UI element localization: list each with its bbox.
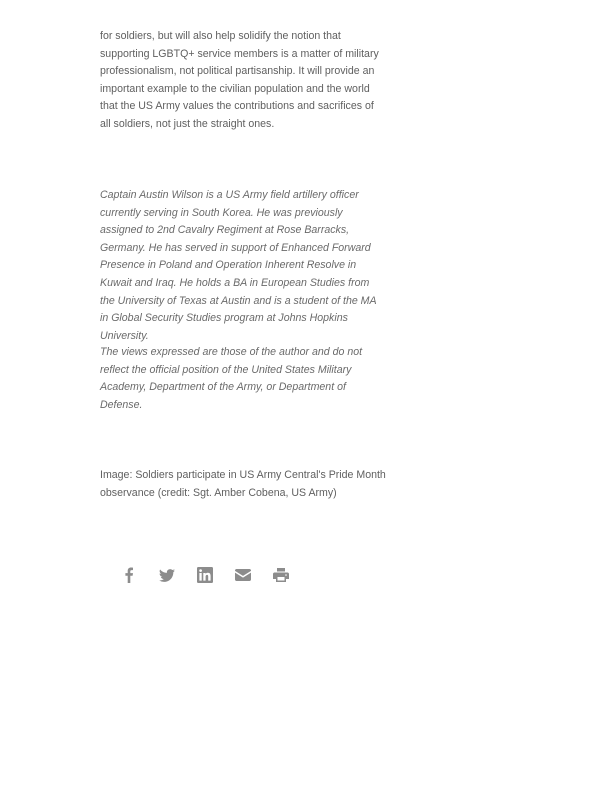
share-linkedin-button[interactable] — [186, 564, 224, 586]
twitter-icon — [159, 567, 175, 583]
linkedin-icon — [197, 567, 213, 583]
share-bar — [110, 564, 300, 586]
disclaimer: The views expressed are those of the author and do not reflect the official position of the United States Military Academy, Department of the Army, or Department of Defense. — [100, 346, 363, 411]
facebook-icon — [121, 567, 137, 583]
print-button[interactable] — [262, 564, 300, 586]
email-icon — [235, 567, 251, 583]
print-icon — [273, 567, 289, 583]
share-facebook-button[interactable] — [110, 564, 148, 586]
author-bio: Captain Austin Wilson is a US Army field artillery officer currently serving in South Korea. He was previously assigned to 2nd Cavalry Regiment at Rose Barracks, Germany. He has served in support of Enhanced Forward Presence in Poland and Operation Inherent Resolve in Kuwait and Iraq. He holds a BA in European Studies from the University of Texas at Austin and is a student of the MA in Global Security Studies program at Johns Hopkins University. — [100, 189, 377, 342]
share-twitter-button[interactable] — [148, 564, 186, 586]
image-caption: Image: Soldiers participate in US Army Central's Pride Month observance (credit: Sgt. Amber Cobena, US Army) — [100, 469, 386, 499]
article-closing-paragraph: for soldiers, but will also help solidify the notion that supporting LGBTQ+ service members is a matter of military professionalism, not political partisanship. It will provide an important example to the civilian population and the world that the US Army values the contributions and sacrifices of all soldiers, not just the straight ones. — [100, 30, 379, 130]
share-email-button[interactable] — [224, 564, 262, 586]
